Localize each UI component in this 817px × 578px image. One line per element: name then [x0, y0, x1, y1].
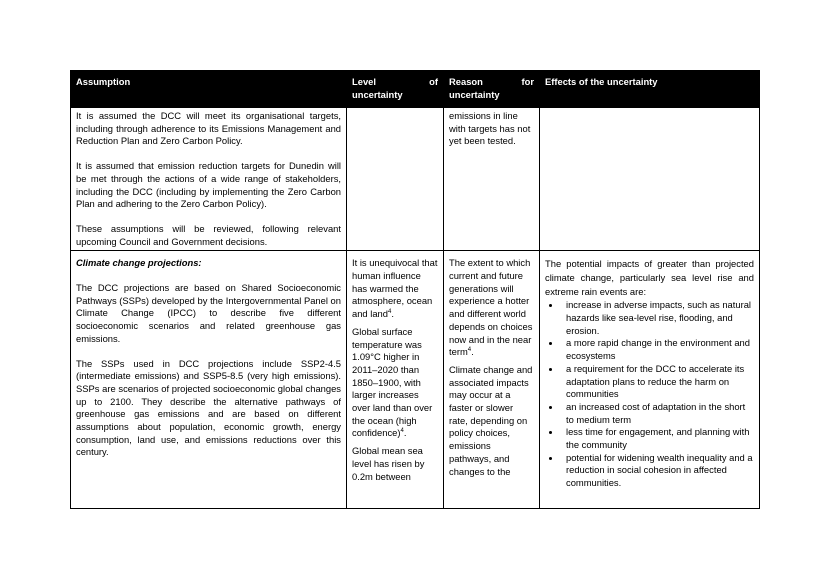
row1-reason-cell [444, 108, 540, 251]
footnote-ref: 4 [467, 347, 472, 354]
header-assumption: Assumption [71, 71, 347, 108]
effects-bullet-list [545, 299, 754, 490]
header-level-of-uncertainty [347, 71, 444, 108]
header-level-word: Level [352, 76, 376, 87]
row2-level-cell [347, 251, 444, 509]
header-uncertainty-word: uncertainty [352, 88, 403, 100]
list-item: • increase in adverse impacts, such as natural hazards like sea-level rise, flooding, and erosion. [561, 299, 754, 337]
table-header-row [71, 71, 760, 108]
level-p1-end: . [391, 308, 394, 320]
uncertainty-table [70, 70, 760, 509]
footnote-ref: 4 [387, 309, 392, 316]
header-reason-for-uncertainty [444, 71, 540, 108]
row1-effects-cell [540, 108, 760, 251]
level-p2-text: Global surface temperature was 1.09°C higher in 2011–2020 than 1850–1900, with larger increases over land than over the ocean (high confidence) [352, 325, 433, 439]
table-row [71, 251, 760, 509]
row2-reason-paragraph [449, 257, 534, 359]
header-uncertainty-word-2: uncertainty [449, 88, 500, 100]
row1-reason-text: emissions in line with targets has not yet been tested. [449, 110, 531, 147]
list-item: • a more rapid change in the environment and ecosystems [561, 337, 754, 362]
row2-level-paragraph: Global mean sea level has risen by 0.2m between [352, 445, 425, 482]
row2-level-paragraph [352, 257, 438, 321]
reason-p1-text: The extent to which current and future generations will experience a hotter and different world depends on choices now and in the near term [449, 257, 533, 358]
row1-assumption-paragraph: It is assumed the DCC will meet its organisational targets, including through adherence to its Emissions Management and Reduction Plan and Zero Carbon Policy. [76, 110, 341, 147]
header-of-word: of [429, 76, 438, 87]
row2-assumption-title: Climate change projections: [76, 257, 202, 269]
list-item: • less time for engagement, and planning with the community [561, 426, 754, 451]
header-reason-word: Reason [449, 76, 483, 87]
header-for-word: for [521, 76, 534, 87]
row2-effects-cell [540, 251, 760, 509]
row2-reason-cell [444, 251, 540, 509]
row2-assumption-paragraph: The SSPs used in DCC projections include SSP2-4.5 (intermediate emissions) and SSP5-8.5 (very high emissions). SSPs are scenarios of projected socioeconomic global changes up to 2100. They describe the alternative pathways of greenhouse gas emissions and are based on different assumptions about population, economic growth, energy consumption, land use, and emissions reductions over this century. [76, 357, 341, 458]
list-item: • a requirement for the DCC to accelerate its adaptation plans to reduce the harm on communities [561, 363, 754, 401]
table-row [71, 108, 760, 251]
row1-assumption-paragraph: These assumptions will be reviewed, following relevant upcoming Council and Government decisions. [76, 222, 341, 247]
row2-assumption-cell [71, 251, 347, 509]
footnote-ref: 4 [400, 428, 404, 435]
level-p1-text: It is unequivocal that human influence has warmed the atmosphere, ocean and land [352, 257, 438, 320]
row2-reason-paragraph: Climate change and associated impacts may occur at a faster or slower rate, depending on policy choices, emissions pathways, and changes to the [449, 363, 533, 477]
row2-assumption-paragraph: The DCC projections are based on Shared Socioeconomic Pathways (SSPs) developed by the Intergovernmental Panel on Climate Change (IPCC) to describe five different socioeconomic scenarios and related greenhouse gas emissions. [76, 282, 341, 344]
row1-level-cell [347, 108, 444, 251]
row2-effects-intro: The potential impacts of greater than projected climate change, particularly sea level rise and extreme rain events are: [545, 258, 754, 298]
reason-p1-end: . [471, 346, 474, 358]
level-p2-end: . [403, 427, 407, 439]
row2-level-paragraph [352, 326, 438, 440]
row1-assumption-paragraph: It is assumed that emission reduction targets for Dunedin will be met through the actions of a wide range of stakeholders, including the DCC (including by implementing the Zero Carbon Plan and adhering to the Zero Carbon Policy). [76, 160, 341, 210]
list-item: • an increased cost of adaptation in the short to medium term [561, 401, 754, 426]
list-item: • potential for widening wealth inequality and a reduction in social cohesion in affected communities. [561, 452, 754, 490]
row1-assumption-cell [71, 108, 347, 251]
header-effects: Effects of the uncertainty [540, 71, 760, 108]
